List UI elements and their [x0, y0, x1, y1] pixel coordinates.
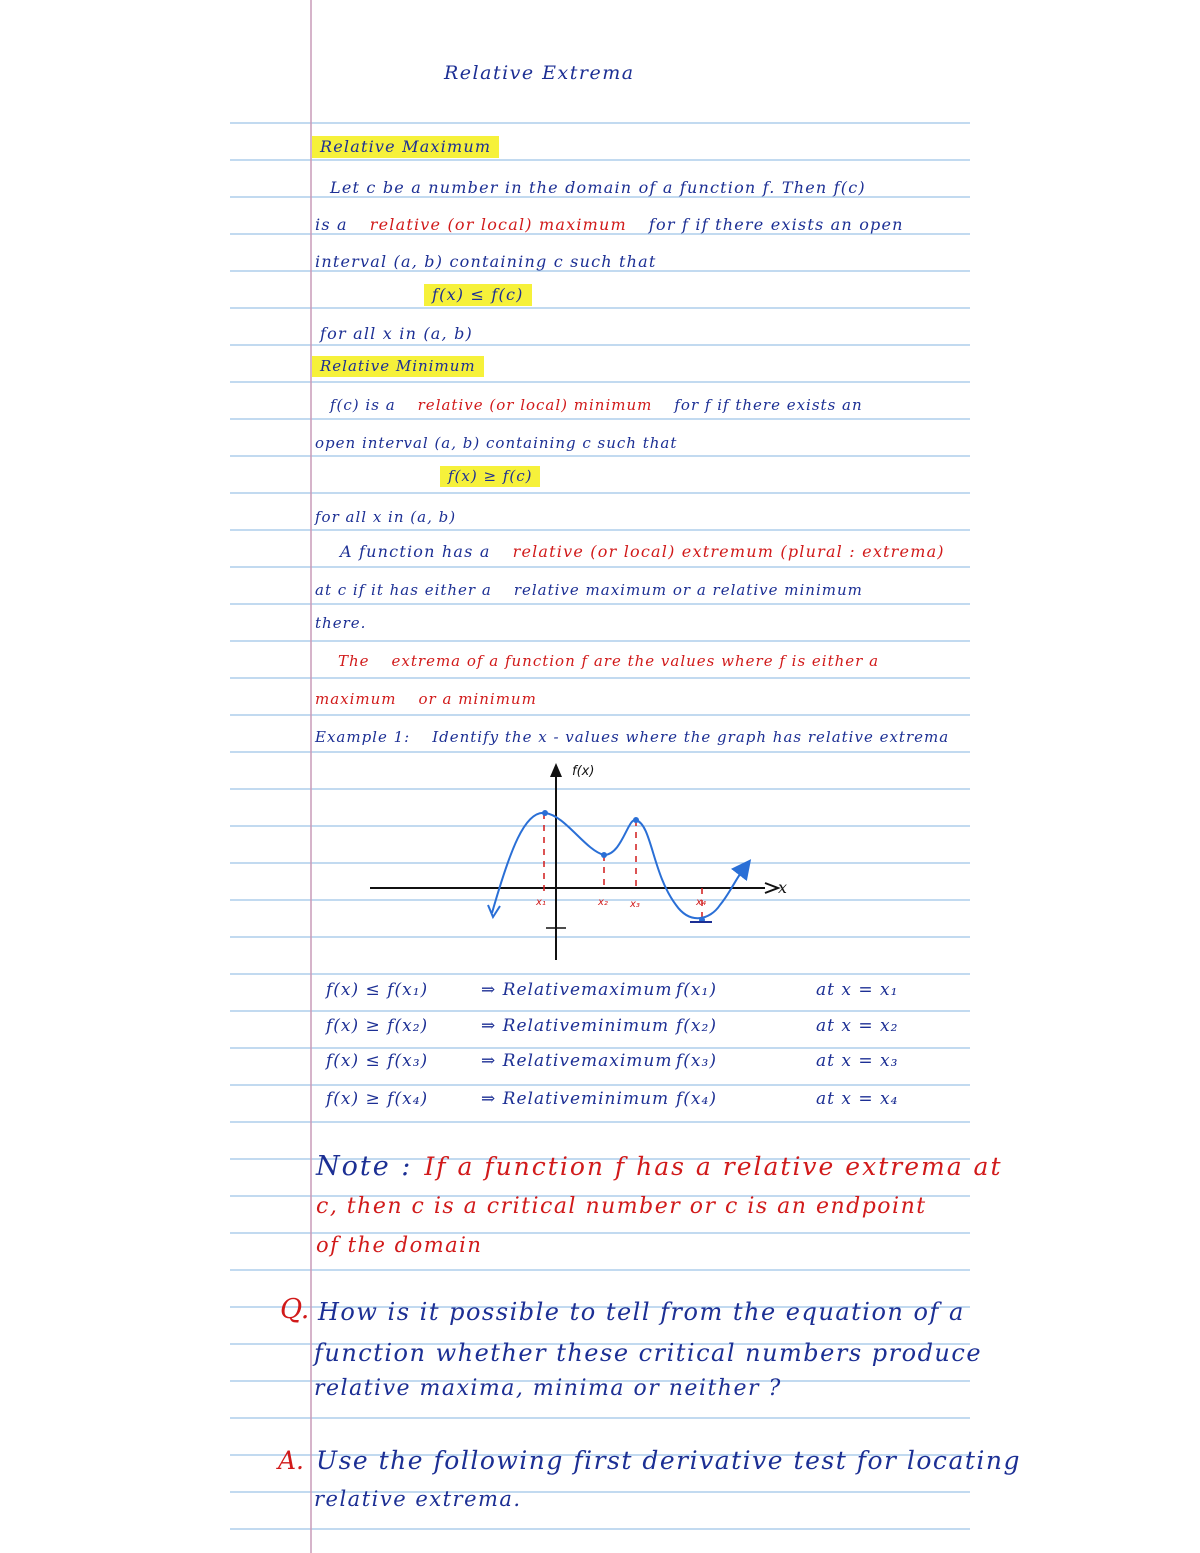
- extremum-line-5-start: maximum: [315, 690, 397, 708]
- extremum-line-5: [315, 692, 537, 707]
- condition-kind: maximum: [581, 1051, 673, 1071]
- question-label: Q.: [280, 1294, 310, 1325]
- condition-value: f(x₂): [676, 1016, 717, 1036]
- relative-minimum-line-3: for all x in (a, b): [315, 508, 457, 526]
- condition-inequality: f(x) ≥ f(x₂): [326, 1016, 429, 1036]
- extremum-line-5-end: or a minimum: [418, 690, 537, 708]
- condition-arrow: ⇒ Relative: [481, 1051, 582, 1071]
- page-title: Relative Extrema: [444, 62, 635, 84]
- condition-inequality: f(x) ≥ f(x₄): [326, 1089, 429, 1109]
- relative-maximum-term: relative (or local) maximum: [369, 215, 627, 234]
- extremum-line-4-start: The: [338, 652, 370, 670]
- note-line-2: c, then c is a critical number or c is an endpoint: [316, 1194, 927, 1219]
- x-axis-label: x: [778, 878, 788, 897]
- tick-label-x4: x₄: [696, 897, 706, 908]
- condition-location: at x = x₃: [816, 1051, 899, 1071]
- note-label: Note :: [316, 1151, 413, 1182]
- extremum-line-1-start: A function has a: [340, 542, 491, 561]
- example-line: [315, 730, 949, 745]
- condition-arrow: ⇒ Relative: [481, 980, 582, 1000]
- example-label: Example 1:: [315, 728, 411, 746]
- relative-maximum-line-3: interval (a, b) containing c such that: [315, 252, 657, 271]
- condition-row: [326, 1016, 898, 1036]
- y-axis-arrow: [550, 763, 562, 777]
- question-line-1: How is it possible to tell from the equation of a: [318, 1298, 965, 1326]
- note-line-1: [316, 1153, 1003, 1180]
- relative-maximum-line-2-start: is a: [315, 215, 348, 234]
- extremum-line-4: [338, 654, 879, 669]
- question-line-2: function whether these critical numbers produce: [314, 1339, 983, 1367]
- extremum-point-x2: [601, 852, 607, 858]
- note-text-1: If a function f has a relative extrema at: [424, 1152, 1003, 1181]
- relative-minimum-inequality: f(x) ≥ f(c): [440, 466, 540, 487]
- function-curve: [492, 813, 745, 918]
- tick-label-x1: x₁: [536, 897, 546, 908]
- extremum-point-x1: [542, 810, 548, 816]
- function-graph: [360, 755, 800, 970]
- answer-label: A.: [278, 1446, 305, 1475]
- condition-value: f(x₄): [676, 1089, 717, 1109]
- extremum-line-1: [340, 544, 945, 560]
- tick-label-x3: x₃: [630, 899, 640, 910]
- condition-value: f(x₁): [676, 980, 717, 1000]
- relative-minimum-line-1-start: f(c) is a: [330, 396, 396, 414]
- condition-location: at x = x₂: [816, 1016, 899, 1036]
- relative-minimum-line-1-end: for f if there exists an: [674, 396, 863, 414]
- relative-minimum-term: relative (or local) minimum: [417, 396, 653, 414]
- answer-line-1: Use the following first derivative test for locating: [316, 1446, 1021, 1475]
- condition-row: [326, 1089, 898, 1109]
- extremum-line-4-end: extrema of a function f are the values where f is either a: [391, 652, 880, 670]
- example-text: Identify the x - values where the graph has relative extrema: [432, 728, 950, 746]
- x-axis-arrow: [765, 883, 778, 893]
- condition-arrow: ⇒ Relative: [481, 1016, 582, 1036]
- condition-row: [326, 1051, 898, 1071]
- condition-kind: maximum: [581, 980, 673, 1000]
- extremum-line-3: there.: [315, 614, 367, 632]
- relative-maximum-inequality: f(x) ≤ f(c): [424, 284, 532, 306]
- condition-inequality: f(x) ≤ f(x₁): [326, 980, 429, 1000]
- relative-maximum-line-2-end: for f if there exists an open: [648, 215, 904, 234]
- relative-minimum-line-1: [330, 398, 863, 413]
- relative-maximum-heading: Relative Maximum: [312, 136, 499, 158]
- guide-lines: [544, 813, 702, 920]
- note-line-3: of the domain: [316, 1233, 483, 1257]
- extremum-line-2-start: at c if it has either a: [315, 581, 492, 599]
- condition-kind: minimum: [581, 1016, 670, 1036]
- extremum-line-2: [315, 583, 863, 598]
- relative-minimum-line-2: open interval (a, b) containing c such that: [315, 434, 678, 452]
- y-axis-label: f(x): [572, 764, 595, 779]
- condition-inequality: f(x) ≤ f(x₃): [326, 1051, 429, 1071]
- relative-maximum-line-1: Let c be a number in the domain of a function f. Then f(c): [330, 178, 866, 197]
- condition-kind: minimum: [581, 1089, 670, 1109]
- extremum-line-2-end: relative maximum or a relative minimum: [513, 581, 863, 599]
- answer-line-2: relative extrema.: [314, 1487, 522, 1511]
- extremum-point-x3: [633, 817, 639, 823]
- relative-maximum-line-2: [315, 217, 904, 233]
- condition-value: f(x₃): [676, 1051, 717, 1071]
- condition-location: at x = x₄: [816, 1089, 899, 1109]
- relative-maximum-line-4: for all x in (a, b): [320, 324, 474, 343]
- question-line-3: relative maxima, minima or neither ?: [314, 1376, 782, 1401]
- extremum-term: relative (or local) extremum (plural : extrema): [512, 542, 945, 561]
- condition-arrow: ⇒ Relative: [481, 1089, 582, 1109]
- condition-row: [326, 980, 898, 1000]
- condition-location: at x = x₁: [816, 980, 899, 1000]
- relative-minimum-heading: Relative Minimum: [312, 356, 484, 377]
- tick-label-x2: x₂: [598, 897, 608, 908]
